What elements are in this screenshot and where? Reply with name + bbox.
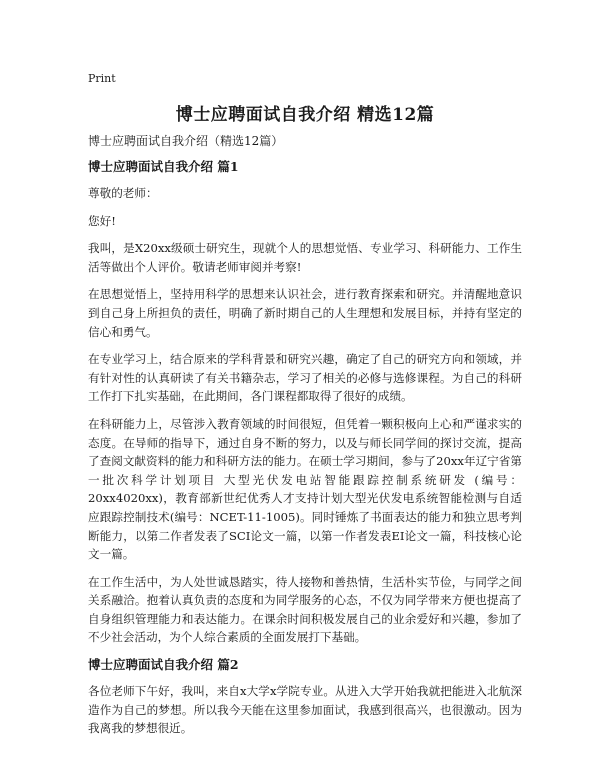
ideology-paragraph: 在思想觉悟上，坚持用科学的思想来认识社会，进行教育探索和研究。并清醒地意识到自己身上所担负的责任，明确了新时期自己的人生理想和发展目标，并持有坚定的信心和勇气。 — [88, 287, 522, 339]
salutation: 尊敬的老师： — [88, 186, 158, 200]
section-heading-2: 博士应聘面试自我介绍 篇2 — [88, 657, 239, 673]
study-paragraph: 在专业学习上，结合原来的学科背景和研究兴趣，确定了自己的研究方向和领域，并有针对性的认真研读了有关书籍杂志，学习了相关的必修与选修课程。为自己的科研工作打下扎实基础，在此期间，各门课程都取得了很好的成绩。 — [88, 352, 522, 404]
document-body — [88, 132, 522, 747]
life-paragraph: 在工作生活中，为人处世诚恳踏实，待人接物和善热情，生活朴实节俭，与同学之间关系融洽。抱着认真负责的态度和为同学服务的心态，不仅为同学带来方便也提高了自身组织管理能力和表达能力。在课余时间积极发展自己的业余爱好和兴趣，参加了不少社会活动，为个人综合素质的全面发展打下基础。 — [88, 574, 522, 645]
intro-paragraph: 我叫，是X20xx级硕士研究生，现就个人的思想觉悟、专业学习、科研能力、工作生活等做出个人评价。敬请老师审阅并考察! — [88, 241, 522, 274]
page-title: 博士应聘面试自我介绍 精选12篇 — [175, 105, 435, 125]
print-link[interactable]: Print — [88, 72, 116, 85]
greeting: 您好! — [88, 213, 116, 228]
section2-paragraph: 各位老师下午好，我叫，来自x大学x学院专业。从进入大学开始我就把能进入北航深造作为自己的梦想。所以我今天能在这里参加面试，我感到很高兴，也很激动。因为我离我的梦想很近。 — [88, 684, 522, 736]
research-paragraph: 在科研能力上，尽管涉入教育领域的时间很短，但凭着一颗积极向上心和严谨求实的态度。在导师的指导下，通过自身不断的努力，以及与师长同学间的探讨交流，提高了查阅文献资料的能力和科研方法的能力。在硕士学习期间，参与了20xx年辽宁省第一批次科学计划项目 大型光伏发电站智能跟踪控制系统研发 (编号：20xx4020xx)，教育部新世纪优秀人才支持计划大型光伏发电系统智能检测与自适应跟踪控制技术(编号：NCET-11-1005)。同时锤炼了书面表达的能力和独立思考判断能力，以第二作者发表了SCI论文一篇，以第一作者发表EI论文一篇，科技核心论文一篇。 — [88, 416, 522, 562]
document-subtitle: 博士应聘面试自我介绍（精选12篇） — [88, 134, 284, 148]
section-heading-1: 博士应聘面试自我介绍 篇1 — [88, 159, 239, 174]
